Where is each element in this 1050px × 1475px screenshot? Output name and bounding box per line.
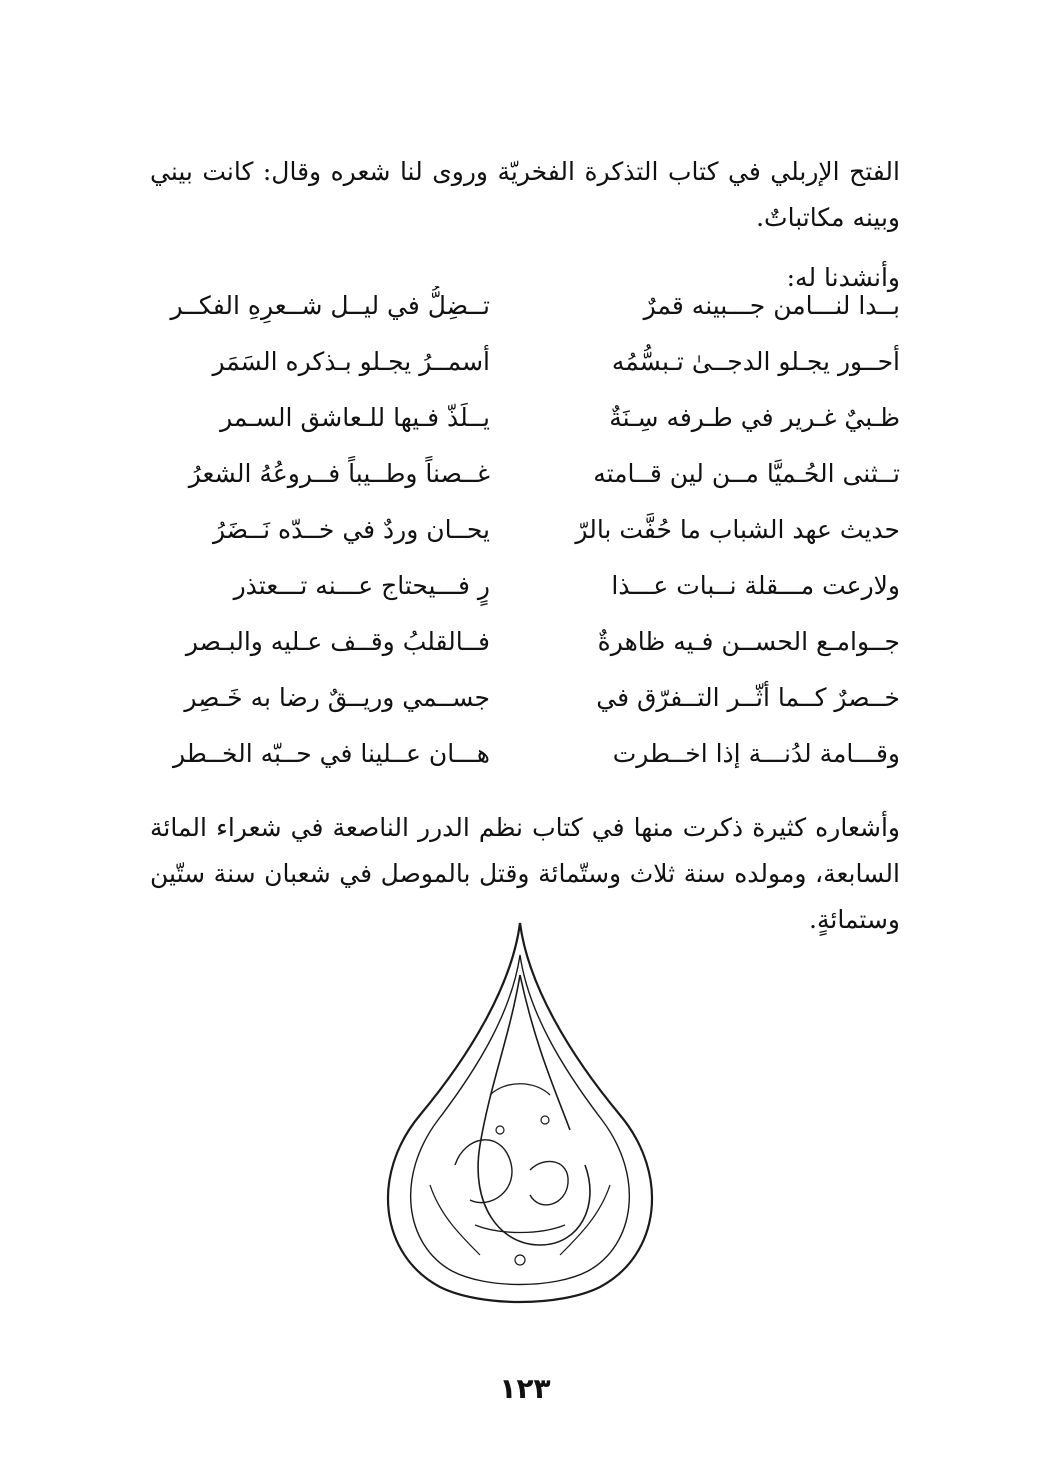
verse-second-hemistich: رٍ فـــيحتاج عـــنه تـــعتذر xyxy=(233,571,490,600)
verse-first-hemistich: ظـبيٌ غـرير في طـرفه سِـنَةٌ xyxy=(609,403,900,432)
verse-second-hemistich: تــضِلُّ في ليــل شــعرِهِ الفكــر xyxy=(170,291,490,320)
verse-line xyxy=(150,502,900,558)
verse-first-hemistich: ولارعت مـــقلة نــبات عـــذا xyxy=(611,571,900,600)
verse-first-hemistich: أحــور يجـلو الدجــىٰ تـبسُّمُه xyxy=(611,347,900,376)
verse-line xyxy=(150,614,900,670)
verse-first-hemistich: بــدا لنـــامن جـــبينه قمرٌ xyxy=(643,291,900,320)
verse-line xyxy=(150,446,900,502)
verse-line xyxy=(150,390,900,446)
verse-second-hemistich: غــصناً وطــيباً فــروعُهُ الشعرُ xyxy=(188,459,490,488)
page-number: ١٢٣ xyxy=(499,1372,551,1405)
recite-intro: وأنشدنا له: xyxy=(786,263,900,292)
calligraphy-drop-ornament xyxy=(370,915,670,1305)
verse-line xyxy=(150,558,900,614)
verse-second-hemistich: فــالقلبُ وقــف عـليه والبـصر xyxy=(185,627,490,656)
verse-first-hemistich: خــصرٌ كــما أثّــر التــفرّق في xyxy=(596,683,900,712)
verse-first-hemistich: وقـــامة لدُنـــة إذا اخــطرت xyxy=(612,739,900,768)
intro-paragraph: الفتح الإربلي في كتاب التذكرة الفخريّة وروى لنا شعره وقال: كانت بيني وبينه مكاتباتٌ. xyxy=(150,157,900,232)
verse-second-hemistich: جســمي وريــقٌ رضا به خَـصِر xyxy=(184,683,490,712)
verse-line xyxy=(150,726,900,782)
closing-paragraph: وأشعاره كثيرة ذكرت منها في كتاب نظم الدرر الناصعة في شعراء المائة السابعة، ومولده سنة ثلاث وستّمائة وقتل بالموصل في شعبان سنة ستّين وستمائةٍ. xyxy=(150,813,900,934)
verse-second-hemistich: أسمــرُ يجـلو بـذكره السَمَر xyxy=(212,347,490,376)
verse-second-hemistich: يحــان وردٌ في خــدّه نَــضَرُ xyxy=(213,515,490,544)
verse-line xyxy=(150,334,900,390)
verse-line xyxy=(150,670,900,726)
verse-second-hemistich: هـــان عــلينا في حــبّه الخــطر xyxy=(173,739,490,768)
verse-second-hemistich: يــلَذّ فـيها للـعاشق السـمر xyxy=(220,403,490,432)
verse-first-hemistich: حديث عهد الشباب ما حُفَّت بالرّ xyxy=(575,515,900,544)
verse-first-hemistich: جــوامـع الحســن فـيه ظاهرةٌ xyxy=(597,627,900,656)
verse-first-hemistich: تــثنى الحُـميَّا مــن لين قــامته xyxy=(593,459,900,488)
verse-line xyxy=(150,278,900,334)
poem xyxy=(150,278,900,782)
